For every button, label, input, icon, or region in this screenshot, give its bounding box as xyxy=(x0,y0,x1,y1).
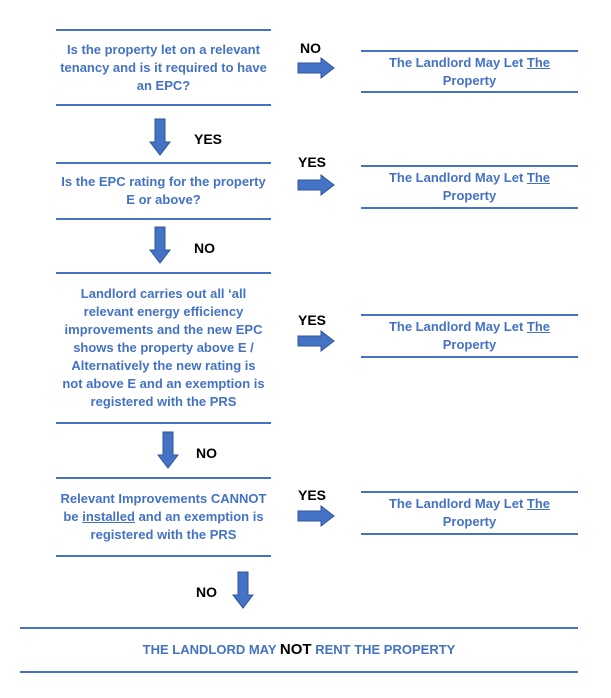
right-arrow-icon xyxy=(297,505,335,527)
down-label-1: YES xyxy=(194,131,223,147)
side-label-1: NO xyxy=(300,40,321,56)
right-arrow-icon xyxy=(297,174,335,196)
result-box-1 xyxy=(361,50,578,93)
result-box-4 xyxy=(361,491,578,535)
down-arrow-icon xyxy=(149,226,171,264)
down-label-4: NO xyxy=(196,584,217,600)
side-label-3: YES xyxy=(298,312,327,328)
result-box-3 xyxy=(361,314,578,358)
down-label-3: NO xyxy=(196,445,217,461)
result-text-3: The Landlord May Let The Property xyxy=(388,319,551,352)
result-text-2: The Landlord May Let The Property xyxy=(388,170,551,203)
result-box-2 xyxy=(361,165,578,209)
result-text-4: The Landlord May Let The Property xyxy=(388,496,551,529)
side-label-4: YES xyxy=(298,487,327,503)
down-arrow-icon xyxy=(157,431,179,469)
question-box-4 xyxy=(56,477,271,557)
question-text-1: Is the property let on a relevant tenancy and is it required to have an EPC? xyxy=(60,41,267,93)
final-box xyxy=(20,627,578,673)
question-text-3: Landlord carries out all ‘all relevant energy efficiency improvements and the new EPC shows the property above E / Alternatively the new rating is not above E and an exemption is registered with the PRS xyxy=(62,286,265,409)
question-text-2: Is the EPC rating for the property E or above? xyxy=(61,174,266,207)
right-arrow-icon xyxy=(297,57,335,79)
question-box-1 xyxy=(56,29,271,106)
side-label-2: YES xyxy=(298,154,327,170)
down-label-2: NO xyxy=(194,240,215,256)
question-box-2 xyxy=(56,162,271,220)
result-text-1: The Landlord May Let The Property xyxy=(388,54,551,88)
down-arrow-icon xyxy=(149,118,171,156)
question-box-3 xyxy=(56,272,271,424)
final-text: THE LANDLORD MAY NOT RENT THE PROPERTY xyxy=(142,641,456,658)
down-arrow-icon xyxy=(232,571,254,609)
right-arrow-icon xyxy=(297,330,335,352)
question-text-4: Relevant Improvements CANNOT be installed and an exemption is registered with the PRS xyxy=(60,491,267,542)
